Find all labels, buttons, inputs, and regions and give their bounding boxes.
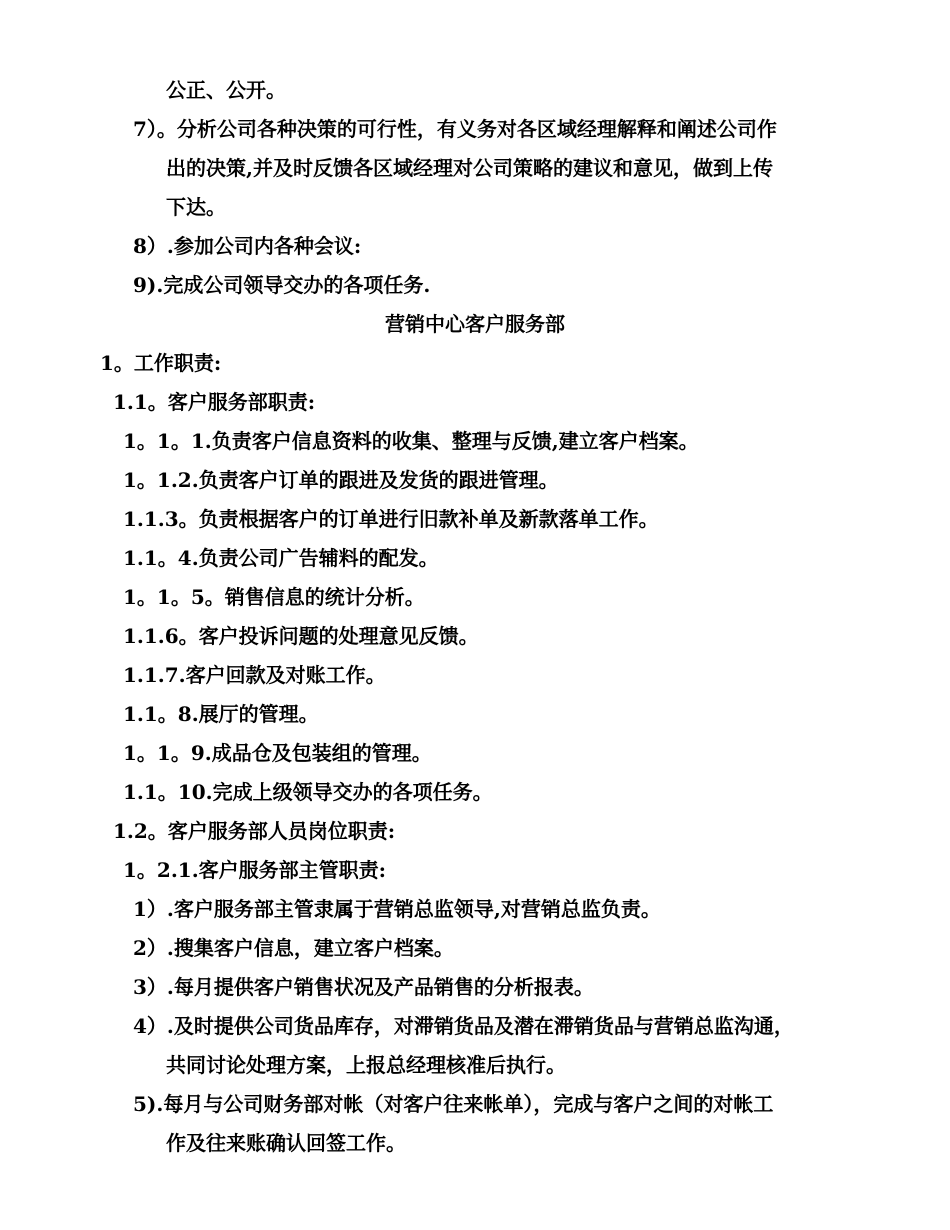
heading-1-2-1: 1。2.1.客户服务部主管职责:: [123, 858, 387, 882]
section-heading: 营销中心客户服务部: [385, 312, 565, 336]
text-line-continuation: 下达。: [166, 195, 226, 219]
list-item-1-1-6: 1.1.6。客户投诉问题的处理意见反馈。: [123, 624, 479, 648]
list-item-4: 4）.及时提供公司货品库存，对滞销货品及潜在滞销货品与营销总监沟通，: [133, 1014, 794, 1038]
heading-1: 1。工作职责:: [100, 351, 222, 375]
list-item-1-1-8: 1.1。8.展厅的管理。: [123, 702, 319, 726]
list-item-5: 5).每月与公司财务部对帐（对客户往来帐单），完成与客户之间的对帐工: [133, 1092, 774, 1116]
list-item-1-1-10: 1.1。10.完成上级领导交办的各项任务。: [123, 780, 493, 804]
text-line-continuation: 出的决策,并及时反馈各区域经理对公司策略的建议和意见，做到上传: [166, 156, 773, 180]
list-item-9: 9).完成公司领导交办的各项任务.: [133, 273, 431, 297]
list-item-1-1-5: 1。1。5。销售信息的统计分析。: [123, 585, 425, 609]
text-line-continuation: 共同讨论处理方案，上报总经理核准后执行。: [166, 1053, 566, 1077]
list-item-3: 3）.每月提供客户销售状况及产品销售的分析报表。: [133, 975, 594, 999]
list-item-1-1-4: 1.1。4.负责公司广告辅料的配发。: [123, 546, 439, 570]
list-item-1-1-7: 1.1.7.客户回款及对账工作。: [123, 663, 386, 687]
list-item-1: 1）.客户服务部主管隶属于营销总监领导,对营销总监负责。: [133, 897, 661, 921]
list-item-1-1-1: 1。1。1.负责客户信息资料的收集、整理与反馈,建立客户档案。: [123, 429, 699, 453]
list-item-7: 7）。分析公司各种决策的可行性，有义务对各区域经理解释和阐述公司作: [133, 117, 777, 141]
list-item-1-1-3: 1.1.3。负责根据客户的订单进行旧款补单及新款落单工作。: [123, 507, 659, 531]
heading-1-2: 1.2。客户服务部人员岗位职责:: [113, 819, 396, 843]
text-line-continuation: 公正、公开。: [166, 78, 286, 102]
heading-1-1: 1.1。客户服务部职责:: [113, 390, 316, 414]
list-item-1-1-2: 1。1.2.负责客户订单的跟进及发货的跟进管理。: [123, 468, 559, 492]
list-item-2: 2）.搜集客户信息，建立客户档案。: [133, 936, 454, 960]
list-item-8: 8）.参加公司内各种会议:: [133, 234, 362, 258]
text-line-continuation: 作及往来账确认回签工作。: [166, 1131, 406, 1155]
list-item-1-1-9: 1。1。9.成品仓及包装组的管理。: [123, 741, 432, 765]
